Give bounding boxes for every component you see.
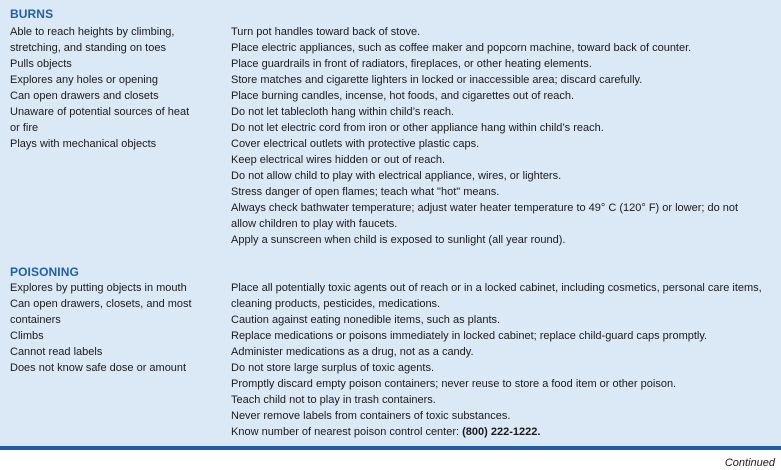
precaution-item: Apply a sunscreen when child is exposed to sunlight (all year round).: [231, 234, 566, 246]
behavior-item: Able to reach heights by climbing, stretching, and standing on toes: [10, 26, 175, 54]
precaution-item: Teach child not to play in trash containers.: [231, 394, 436, 406]
continued-label: Continued: [724, 457, 775, 469]
section-title-poisoning: POISONING: [10, 265, 79, 279]
behavior-item: Explores any holes or opening: [10, 74, 158, 86]
precaution-item: Always check bathwater temperature; adjust water heater temperature to 49° C (120° F) or lower; do not allow children to play with faucets.: [231, 202, 739, 230]
behavior-item: Can open drawers and closets: [10, 90, 159, 102]
precaution-item: Cover electrical outlets with protective plastic caps.: [231, 138, 480, 150]
precaution-item: Place electric appliances, such as coffee maker and popcorn machine, toward back of counter.: [231, 42, 692, 54]
poisoning-behaviors: [10, 280, 215, 376]
precaution-item: Replace medications or poisons immediately in locked cabinet; replace child-guard caps promptly.: [231, 330, 708, 342]
behavior-item: Explores by putting objects in mouth: [10, 282, 187, 294]
precaution-item: Administer medications as a drug, not as a candy.: [231, 346, 474, 358]
precaution-item: Do not let electric cord from iron or other appliance hang within child’s reach.: [231, 122, 604, 134]
poison-control-item: [231, 424, 776, 440]
behavior-item: Unaware of potential sources of heat or fire: [10, 106, 190, 134]
precaution-item: Do not store large surplus of toxic agents.: [231, 362, 434, 374]
behavior-item: Does not know safe dose or amount: [10, 362, 187, 374]
poisoning-precautions: [231, 280, 776, 440]
behavior-item: Cannot read labels: [10, 346, 103, 358]
precaution-item: Promptly discard empty poison containers; never reuse to store a food item or other poison.: [231, 378, 677, 390]
precaution-item: Caution against eating nonedible items, such as plants.: [231, 314, 501, 326]
precaution-item: Place guardrails in front of radiators, fireplaces, or other heating elements.: [231, 58, 592, 70]
behavior-item: Climbs: [10, 330, 44, 342]
behavior-item: Can open drawers, closets, and most containers: [10, 298, 192, 326]
behavior-item: Plays with mechanical objects: [10, 138, 157, 150]
precaution-item: Do not let tablecloth hang within child’s reach.: [231, 106, 454, 118]
section-title-burns: BURNS: [10, 7, 54, 21]
behavior-item: Pulls objects: [10, 58, 72, 70]
bottom-divider: [0, 446, 781, 450]
poison-control-text: Know number of nearest poison control center:: [231, 426, 463, 438]
precaution-item: Do not allow child to play with electrical appliance, wires, or lighters.: [231, 170, 562, 182]
precaution-item: Place all potentially toxic agents out of reach or in a locked cabinet, including cosmetics, personal care items, cleaning products, pesticides, medications.: [231, 282, 762, 310]
burns-behaviors: [10, 24, 215, 152]
burns-precautions: [231, 24, 776, 248]
precaution-item: Keep electrical wires hidden or out of reach.: [231, 154, 446, 166]
precaution-item: Store matches and cigarette lighters in locked or inaccessible area; discard carefully.: [231, 74, 643, 86]
precaution-item: Never remove labels from containers of toxic substances.: [231, 410, 511, 422]
poison-control-phone: (800) 222-1222.: [462, 426, 541, 438]
precaution-item: Place burning candles, incense, hot foods, and cigarettes out of reach.: [231, 90, 575, 102]
precaution-item: Turn pot handles toward back of stove.: [231, 26, 421, 38]
precaution-item: Stress danger of open flames; teach what "hot" means.: [231, 186, 500, 198]
